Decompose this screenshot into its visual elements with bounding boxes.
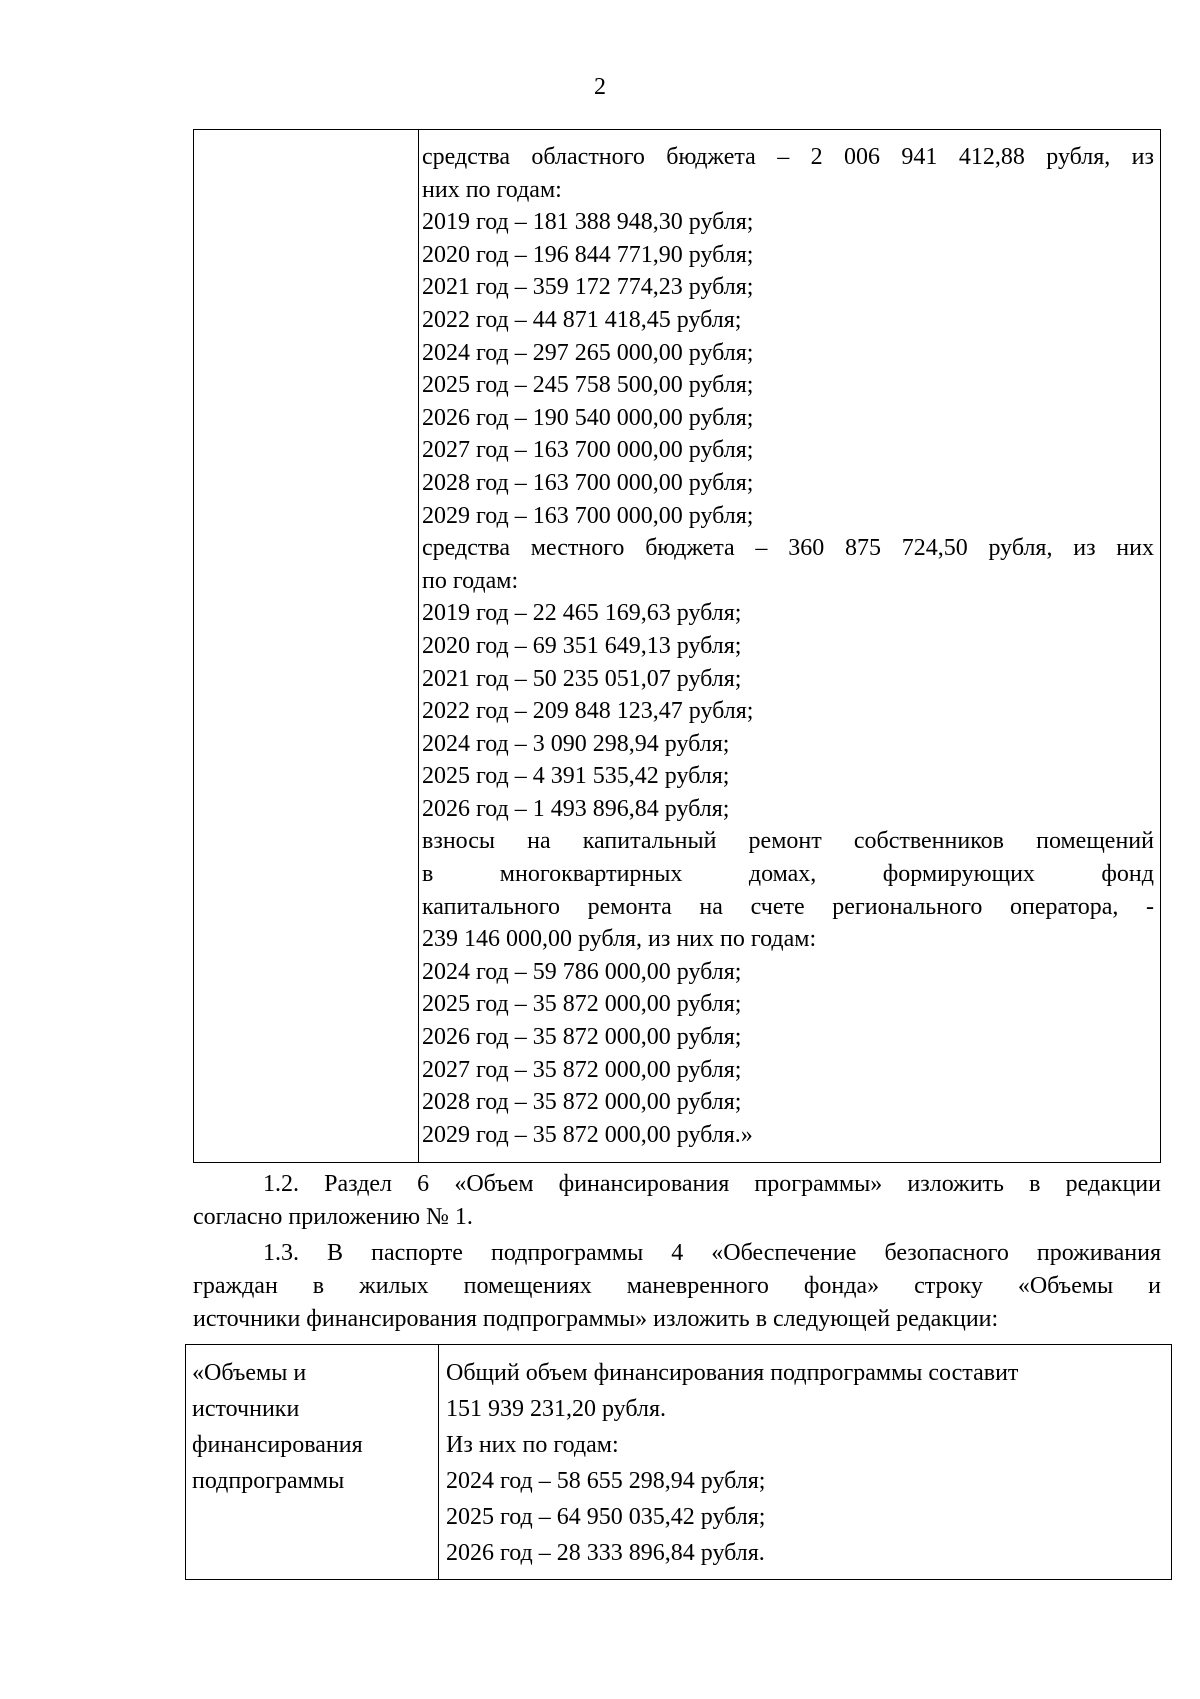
financing-line: в многоквартирных домах, формирующих фонд <box>422 861 1154 888</box>
paragraph-line: согласно приложению № 1. <box>193 1204 473 1230</box>
row-label-line: подпрограммы <box>192 1468 345 1494</box>
financing-line: 2028 год – 35 872 000,00 рубля; <box>422 1089 742 1116</box>
financing-line: Из них по годам: <box>446 1432 619 1458</box>
row-label-line: источники <box>192 1396 300 1422</box>
financing-line: 2025 год – 245 758 500,00 рубля; <box>422 372 754 399</box>
financing-line: 2026 год – 35 872 000,00 рубля; <box>422 1024 742 1051</box>
financing-line: 2019 год – 181 388 948,30 рубля; <box>422 209 754 236</box>
paragraph-1-3 <box>193 1237 1161 1336</box>
paragraph-1-2 <box>193 1168 1161 1234</box>
financing-line: 2026 год – 190 540 000,00 рубля; <box>422 404 754 431</box>
financing-line: 2024 год – 3 090 298,94 рубля; <box>422 730 730 757</box>
subprogram-financing-table <box>185 1344 1172 1580</box>
financing-line: 2022 год – 44 871 418,45 рубля; <box>422 306 742 333</box>
financing-amount-cell <box>446 1355 1165 1571</box>
financing-line: них по годам: <box>422 176 562 203</box>
row-label-line: финансирования <box>192 1432 363 1458</box>
financing-line: 2025 год – 64 950 035,42 рубля; <box>446 1504 766 1530</box>
financing-line: средства местного бюджета – 360 875 724,50 рубля, из них <box>422 535 1154 562</box>
financing-line: 2026 год – 28 333 896,84 рубля. <box>446 1540 765 1566</box>
financing-line: 2024 год – 297 265 000,00 рубля; <box>422 339 754 366</box>
row-label-line: «Объемы и <box>192 1360 307 1386</box>
financing-line: 2029 год – 35 872 000,00 рубля.» <box>422 1121 753 1148</box>
financing-line: 2022 год – 209 848 123,47 рубля; <box>422 698 754 725</box>
financing-line: 2028 год – 163 700 000,00 рубля; <box>422 469 754 496</box>
page-number: 2 <box>594 74 606 100</box>
financing-line: 2019 год – 22 465 169,63 рубля; <box>422 600 742 627</box>
financing-details-cell <box>422 141 1154 1151</box>
financing-line: 2025 год – 35 872 000,00 рубля; <box>422 991 742 1018</box>
financing-line: 2020 год – 196 844 771,90 рубля; <box>422 241 754 268</box>
paragraph-line: 1.3. В паспорте подпрограммы 4 «Обеспечение безопасного проживания <box>263 1240 1161 1266</box>
financing-line: по годам: <box>422 567 519 594</box>
table-column-divider <box>418 130 419 1162</box>
financing-line: 239 146 000,00 рубля, из них по годам: <box>422 926 817 953</box>
financing-line: 2026 год – 1 493 896,84 рубля; <box>422 795 730 822</box>
financing-line: 2021 год – 359 172 774,23 рубля; <box>422 274 754 301</box>
financing-line: 151 939 231,20 рубля. <box>446 1396 666 1422</box>
financing-line: средства областного бюджета – 2 006 941 412,88 рубля, из <box>422 144 1154 170</box>
financing-line: 2024 год – 58 655 298,94 рубля; <box>446 1468 766 1494</box>
financing-line: 2029 год – 163 700 000,00 рубля; <box>422 502 754 529</box>
table-column-divider <box>438 1345 439 1579</box>
paragraph-line: источники финансирования подпрограммы» изложить в следующей редакции: <box>193 1306 999 1332</box>
financing-line: капитального ремонта на счете регионального оператора, - <box>422 893 1154 920</box>
financing-line: Общий объем финансирования подпрограммы составит <box>446 1360 1019 1386</box>
financing-table-continued <box>193 129 1161 1163</box>
financing-line: взносы на капитальный ремонт собственников помещений <box>422 828 1154 855</box>
financing-line: 2027 год – 163 700 000,00 рубля; <box>422 437 754 464</box>
paragraph-line: 1.2. Раздел 6 «Объем финансирования программы» изложить в редакции <box>263 1171 1161 1197</box>
row-label-cell <box>192 1355 432 1499</box>
financing-line: 2020 год – 69 351 649,13 рубля; <box>422 632 742 659</box>
paragraph-line: граждан в жилых помещениях маневренного фонда» строку «Объемы и <box>193 1273 1161 1299</box>
financing-line: 2021 год – 50 235 051,07 рубля; <box>422 665 742 692</box>
financing-line: 2025 год – 4 391 535,42 рубля; <box>422 763 730 790</box>
financing-line: 2024 год – 59 786 000,00 рубля; <box>422 958 742 985</box>
financing-line: 2027 год – 35 872 000,00 рубля; <box>422 1056 742 1083</box>
